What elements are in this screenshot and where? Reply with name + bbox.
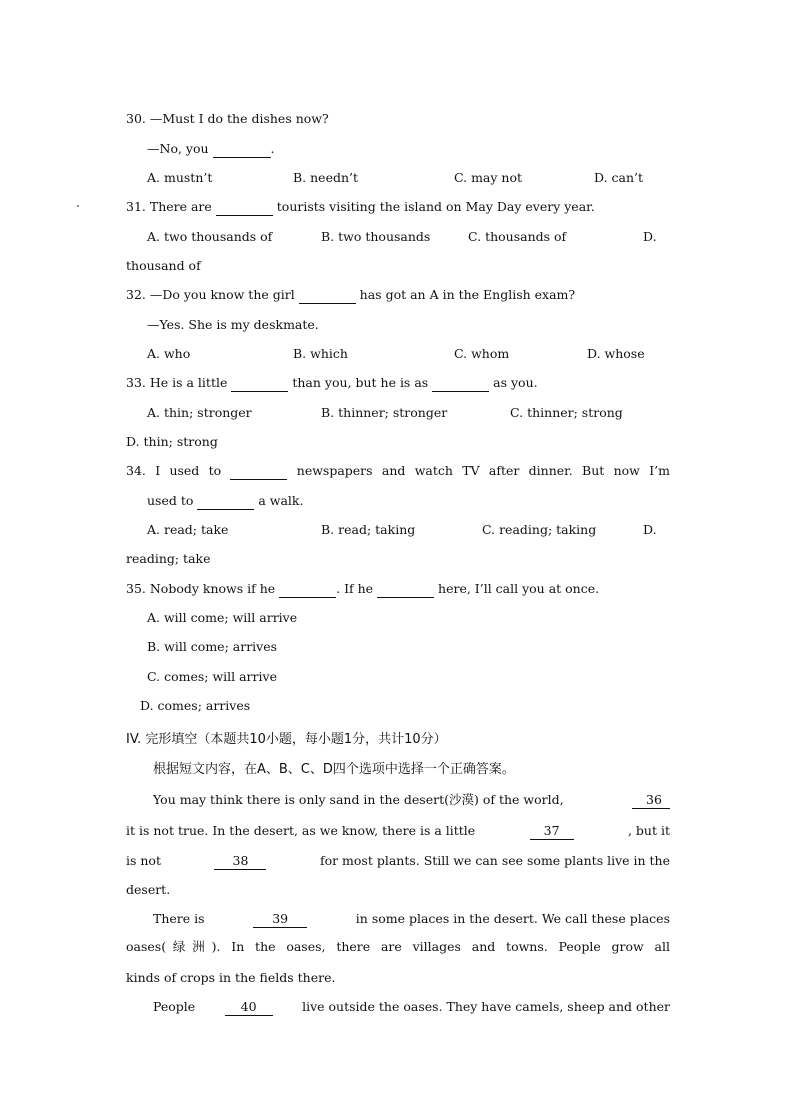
question-34-option-a: A. read; take — [147, 522, 229, 537]
passage-line-4: desert. — [126, 882, 171, 897]
question-30-stem: 30. —Must I do the dishes now? — [126, 111, 329, 126]
passage-line-5: There is 39 in some places in the desert. We call these places — [153, 911, 670, 926]
blank-40: 40 — [225, 999, 273, 1016]
question-30-option-b: B. needn’t — [293, 170, 359, 185]
question-34-stem-line2: used to a walk. — [147, 493, 304, 508]
question-33-option-a: A. thin; stronger — [147, 405, 252, 420]
question-33-option-b: B. thinner; stronger — [321, 405, 448, 420]
passage-line-7: kinds of crops in the fields there. — [126, 970, 336, 985]
question-31-stem: 31. There are tourists visiting the island on May Day every year. — [126, 199, 595, 214]
question-31-option-a: A. two thousands of — [147, 229, 273, 244]
question-32-reply: —Yes. She is my deskmate. — [147, 317, 319, 332]
question-32-option-b: B. which — [293, 346, 348, 361]
question-34-option-d-text: reading; take — [126, 551, 211, 566]
question-32-option-d: D. whose — [587, 346, 645, 361]
question-31-option-d-text: thousand of — [126, 258, 201, 273]
question-31-option-d: D. — [643, 229, 657, 244]
question-35-option-b: B. will come; arrives — [147, 639, 278, 654]
question-35-option-d: D. comes; arrives — [140, 698, 251, 713]
blank-37: 37 — [530, 823, 574, 840]
blank-38: 38 — [214, 853, 266, 870]
question-34-option-c: C. reading; taking — [482, 522, 597, 537]
blank-36: 36 — [632, 792, 670, 809]
passage-line-6: oases(绿洲). In the oases, there are villages and towns. People grow all — [126, 939, 670, 954]
question-31-option-b: B. two thousands — [321, 229, 431, 244]
question-33-option-d: D. thin; strong — [126, 434, 218, 449]
passage-line-1: You may think there is only sand in the desert(沙漠) of the world, 36 — [153, 792, 670, 809]
question-35-option-c: C. comes; will arrive — [147, 669, 277, 684]
question-32-option-a: A. who — [147, 346, 191, 361]
question-34-option-b: B. read; taking — [321, 522, 416, 537]
question-35-option-a: A. will come; will arrive — [147, 610, 298, 625]
question-33-stem: 33. He is a little than you, but he is as as you. — [126, 375, 538, 390]
stray-mark — [77, 205, 79, 207]
question-30-reply: —No, you . — [147, 141, 275, 156]
question-34-option-d: D. — [643, 522, 657, 537]
passage-line-3: is not 38 for most plants. Still we can see some plants live in the — [126, 853, 670, 868]
section-heading: IV. 完形填空（本题共10小题，每小题1分，共计10分） — [126, 732, 447, 747]
question-32-option-c: C. whom — [454, 346, 510, 361]
section-instruction: 根据短文内容，在A、B、C、D四个选项中选择一个正确答案。 — [153, 762, 515, 777]
question-34-stem-line1: 34. I used to newspapers and watch TV after dinner. But now I’m — [126, 463, 670, 478]
question-30-option-a: A. mustn’t — [147, 170, 213, 185]
question-32-stem: 32. —Do you know the girl has got an A in the English exam? — [126, 287, 576, 302]
question-35-stem: 35. Nobody knows if he . If he here, I’ll call you at once. — [126, 581, 600, 596]
blank-39: 39 — [253, 911, 307, 928]
question-31-option-c: C. thousands of — [468, 229, 567, 244]
passage-line-8: People 40 live outside the oases. They have camels, sheep and other — [153, 999, 670, 1014]
question-30-option-d: D. can’t — [594, 170, 644, 185]
passage-line-2: it is not true. In the desert, as we know, there is a little 37 , but it — [126, 823, 670, 838]
question-33-option-c: C. thinner; strong — [510, 405, 623, 420]
question-30-option-c: C. may not — [454, 170, 523, 185]
